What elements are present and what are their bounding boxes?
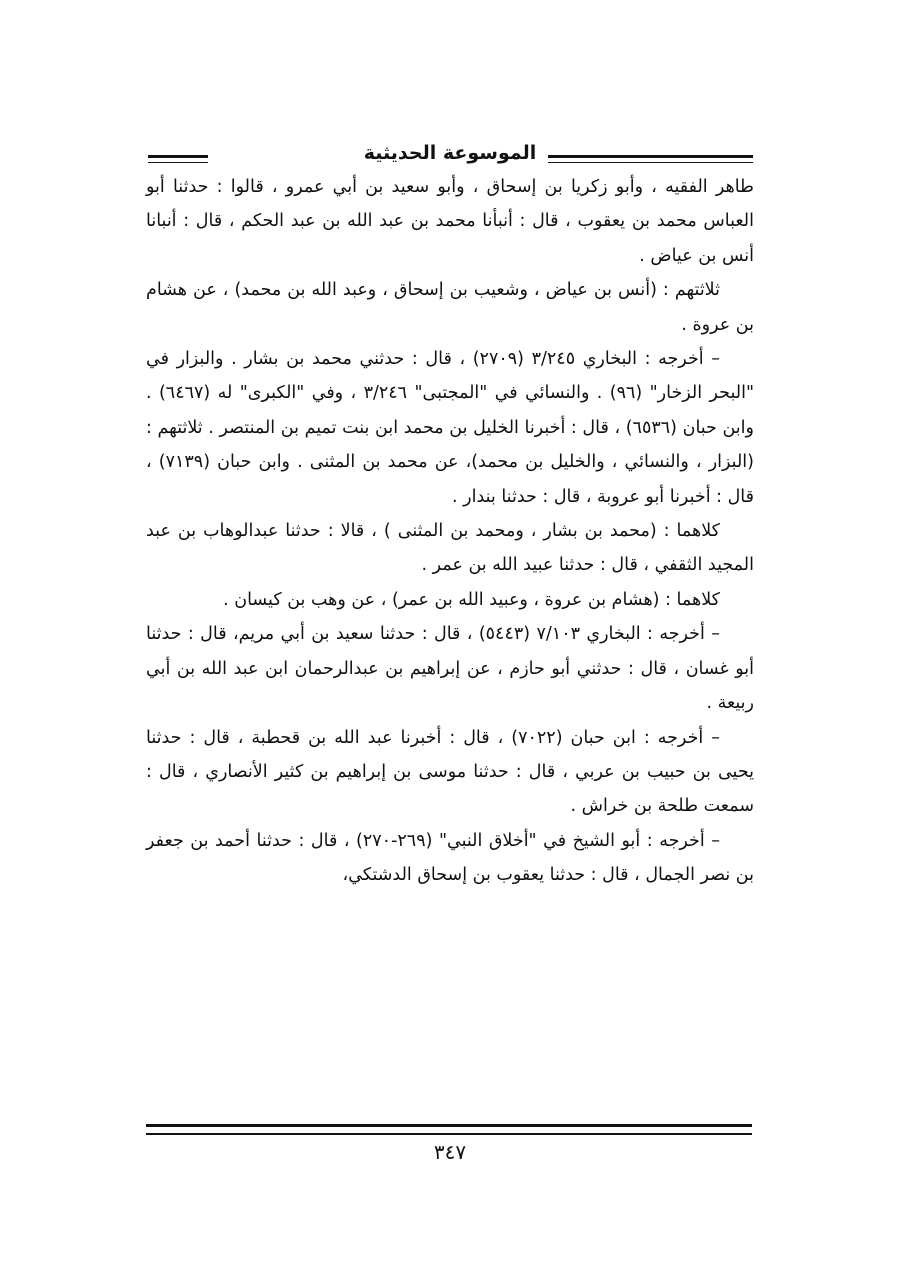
paragraph: طاهر الفقيه ، وأبو زكريا بن إسحاق ، وأبو سعيد بن أبي عمرو ، قالوا : حدثنا أبو العباس محمد بن يعقوب ، قال : أنبأنا محمد بن عبد الله بن عبد الحكم ، قال : أنبانا أنس بن عياض .	[146, 177, 754, 266]
paragraph: – أخرجه : البخاري ٧/١٠٣ (٥٤٤٣) ، قال : حدثنا سعيد بن أبي مريم، قال : حدثنا أبو غسان ، قال : حدثني أبو حازم ، عن إبراهيم بن عبدالرحمان ابن عبد الله بن أبي ربيعة .	[146, 624, 754, 714]
page-body	[146, 170, 754, 893]
header-title: الموسوعة الحديثية	[352, 142, 549, 164]
paragraph: – أخرجه : البخاري ٣/٢٤٥ (٢٧٠٩) ، قال : حدثني محمد بن بشار . والبزار في "البحر الزخار" (٩٦) . والنسائي في "المجتبى" ٣/٢٤٦ ، وفي "الكبرى" له (٦٤٦٧) . وابن حبان (٦٥٣٦) ، قال : أخبرنا الخليل بن محمد ابن بنت تميم بن المنتصر . ثلاثتهم : (البزار ، والنسائي ، والخليل بن محمد)، عن محمد بن المثنى . وابن حبان (٧١٣٩) ، قال : أخبرنا أبو عروبة ، قال : حدثنا بندار .	[146, 349, 755, 507]
paragraph: – أخرجه : ابن حبان (٧٠٢٢) ، قال : أخبرنا عبد الله بن قحطبة ، قال : حدثنا يحيى بن حبيب بن عربي ، قال : حدثنا موسى بن إبراهيم بن كثير الأنصاري ، قال : سمعت طلحة بن خراش .	[146, 727, 754, 817]
paragraph: كلاهما : (محمد بن بشار ، ومحمد بن المثنى ) ، قالا : حدثنا عبدالوهاب بن عبد المجيد الثقفي ، قال : حدثنا عبيد الله بن عمر .	[146, 521, 754, 576]
paragraph: كلاهما : (هشام بن عروة ، وعبيد الله بن عمر) ، عن وهب بن كيسان .	[223, 589, 720, 610]
paragraph: – أخرجه : أبو الشيخ في "أخلاق النبي" (٢٦٩-٢٧٠) ، قال : حدثنا أحمد بن جعفر بن نصر الجمال ، قال : حدثنا يعقوب بن إسحاق الدشتكي،	[146, 830, 754, 886]
page-number: ٣٤٧	[433, 1140, 467, 1164]
footer-rule	[146, 1124, 752, 1135]
running-header	[148, 140, 752, 174]
paragraph: ثلاثتهم : (أنس بن عياض ، وشعيب بن إسحاق ، وعبد الله بن محمد) ، عن هشام بن عروة .	[146, 280, 754, 335]
